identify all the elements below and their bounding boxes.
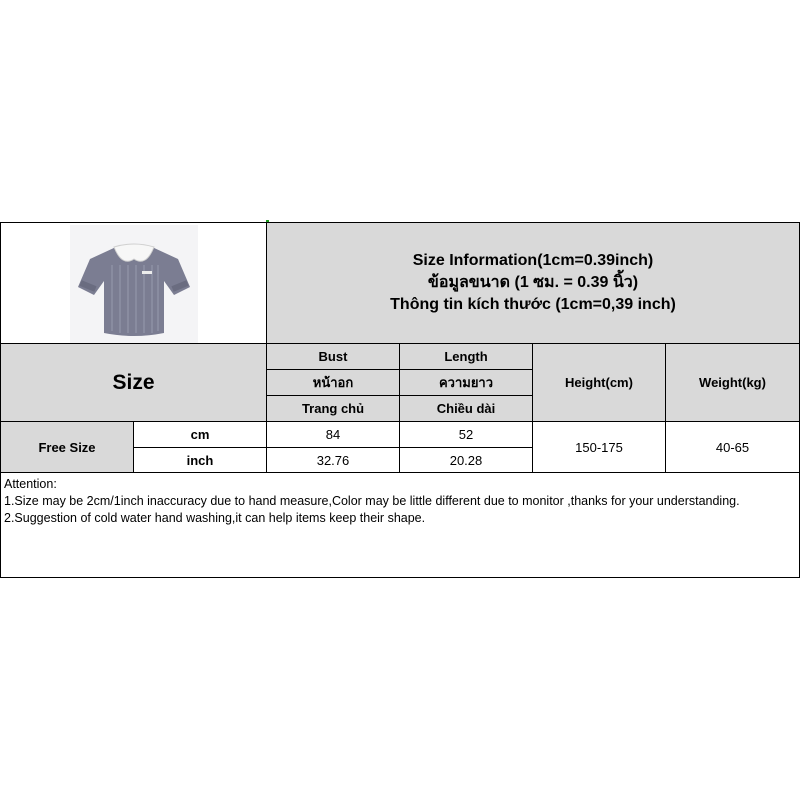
unit-inch-text: inch xyxy=(186,452,214,468)
size-info-title-vi: Thông tin kích thước (1cm=0,39 inch) xyxy=(390,296,676,313)
size-chart xyxy=(0,222,800,578)
bust-inch-value xyxy=(266,447,400,473)
length-label: Length xyxy=(444,349,488,364)
size-info-title-en: Size Information(1cm=0.39inch) xyxy=(412,252,654,269)
note-item: 2.Suggestion of cold water hand washing,it can help items keep their shape. xyxy=(4,511,426,525)
length-inch-text: 20.28 xyxy=(449,452,483,468)
height-value xyxy=(532,421,666,473)
product-image xyxy=(70,225,198,343)
weight-label: Weight(kg) xyxy=(699,375,766,390)
bust-header-th xyxy=(266,369,400,396)
unit-cm-text: cm xyxy=(190,427,210,442)
length-header-th xyxy=(399,369,533,396)
size-header-label: Size xyxy=(112,370,155,394)
weight-header xyxy=(665,343,800,422)
bust-label-th: หน้าอก xyxy=(312,375,354,390)
bust-label: Bust xyxy=(318,349,348,364)
attention-title: Attention: xyxy=(4,477,57,491)
free-size-text: Free Size xyxy=(38,439,96,455)
bust-cm-value xyxy=(266,421,400,448)
bust-cm-text: 84 xyxy=(325,427,341,442)
length-header-en xyxy=(399,343,533,370)
weight-value-text: 40-65 xyxy=(715,439,750,455)
size-info-header xyxy=(266,222,800,344)
height-header xyxy=(532,343,666,422)
product-image-cell xyxy=(0,222,267,344)
length-header-vi xyxy=(399,395,533,422)
bust-inch-text: 32.76 xyxy=(316,452,350,468)
length-cm-text: 52 xyxy=(458,427,474,442)
height-value-text: 150-175 xyxy=(575,439,623,455)
bust-header-en xyxy=(266,343,400,370)
bust-label-vi: Trang chủ xyxy=(301,401,365,416)
free-size-label xyxy=(0,421,134,473)
size-info-title-th: ข้อมูลขนาด (1 ซม. = 0.39 นิ้ว) xyxy=(427,274,639,291)
length-label-th: ความยาว xyxy=(438,375,494,390)
unit-inch xyxy=(133,447,267,473)
attention-notes xyxy=(0,472,800,578)
weight-value xyxy=(665,421,800,473)
bust-header-vi xyxy=(266,395,400,422)
note-item: 1.Size may be 2cm/1inch inaccuracy due to hand measure,Color may be little different due to monitor ,thanks for your understanding. xyxy=(4,494,740,508)
length-label-vi: Chiều dài xyxy=(436,401,496,416)
unit-cm xyxy=(133,421,267,448)
length-inch-value xyxy=(399,447,533,473)
size-header xyxy=(0,343,267,422)
height-label: Height(cm) xyxy=(565,375,633,390)
length-cm-value xyxy=(399,421,533,448)
